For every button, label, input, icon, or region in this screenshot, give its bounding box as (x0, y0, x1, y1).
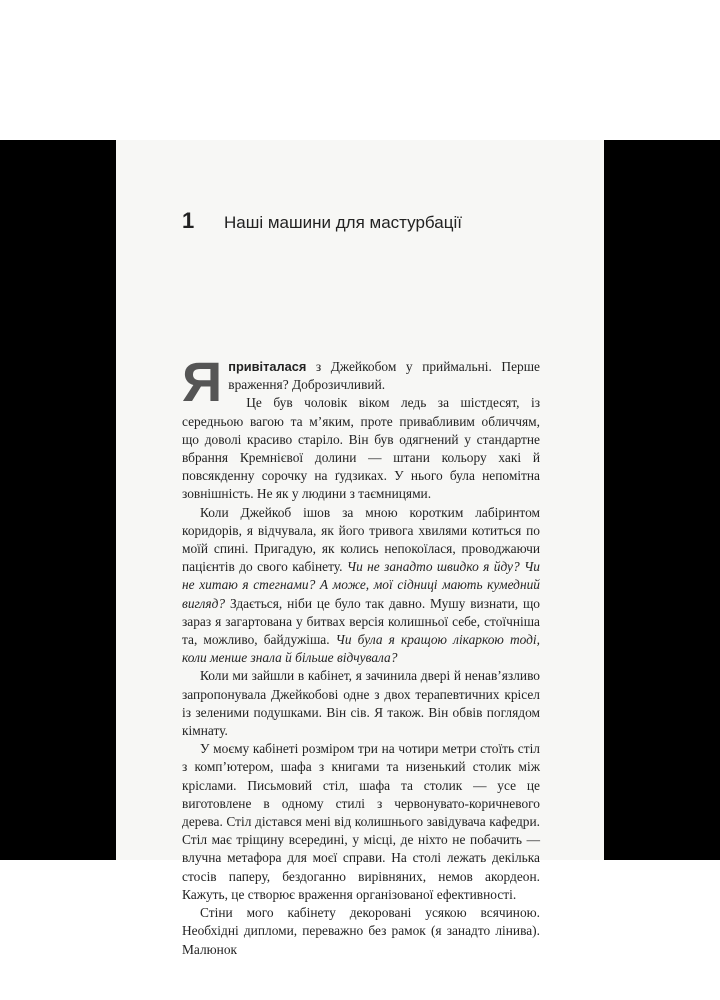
paragraph-text: Здається, ніби це було так давно. Мушу визнати, що зараз я загартована у битвах версія колишньої себе, стоїчніша та, можливо, байдужіша. (182, 595, 540, 648)
paragraph-6 (182, 904, 540, 959)
paragraph-4 (182, 667, 540, 740)
lead-in-word: привіталася (228, 359, 307, 374)
paragraph-text: Коли Джейкоб ішов за мною коротким лабіринтом коридорів, я відчувала, як його тривога хвилями котиться по моїй спині. Пригадую, як колись непокоїлася, проводжаючи пацієнтів до свого кабінету. (182, 504, 540, 575)
paragraph-5 (182, 740, 540, 904)
chapter-number: 1 (182, 208, 195, 233)
paragraph-3 (182, 504, 540, 668)
chapter-body (182, 350, 541, 959)
paragraph-2 (182, 394, 540, 503)
chapter-heading (182, 208, 462, 234)
paragraph-text: з Джейкобом у приймальні. Перше враження? Доброзичливий. (228, 359, 540, 393)
drop-cap: Я (182, 350, 223, 413)
right-black-bar (604, 140, 720, 860)
paragraph-text: Це був чоловік віком ледь за шістдесят, із середньою вагою та м’яким, проте привабливим обличчям, що доволі красиво старіло. Він був одягнений у стандартне вбрання Кремнієвої долини — штани кольору хакі й повсякденну сорочку на ґудзиках. У нього була непомітна зовнішність. Не як у людини з таємницями. (182, 395, 540, 502)
paragraph-text: Коли ми зайшли в кабінет, я зачинила двері й ненав’язливо запропонувала Джейкобові одне з двох терапевтичних крісел із зеленими подушками. Він сів. Я також. Він обвів поглядом кімнату. (182, 668, 540, 739)
italic-thought: Чи була я кращою лікаркою тоді, коли менше знала й більше відчувала? (182, 632, 541, 666)
paragraph-1 (182, 350, 540, 413)
italic-thought: Чи не занадто швидко я йду? Чи не хитаю я стегнами? А може, мої сідниці мають кумедний вигляд? (182, 559, 540, 611)
book-page (116, 140, 604, 957)
paragraph-text: У моєму кабінеті розміром три на чотири метри стоїть стіл з комп’ютером, шафа з книгами та низенький столик між кріслами. Письмовий стіл, шафа та столик — усе це виготовлене в одному стилі з червонувато-коричневого дерева. Стіл дістався мені від колишнього завідувача кафедри. Стіл має тріщину всередині, у місці, де ніхто не побачить — влучна метафора для моєї справи. На столі лежать декілька стосів паперу, бездоганно вирівняних, немов акордеон. Кажуть, це створює враження організованої ефективності. (182, 741, 540, 902)
chapter-title: Наші машини для мастурбації (224, 213, 462, 232)
paragraph-text: Стіни мого кабінету декоровані усякою всячиною. Необхідні дипломи, переважно без рамок (я занадто лінива). Малюнок (182, 905, 540, 957)
left-black-bar (0, 140, 116, 860)
